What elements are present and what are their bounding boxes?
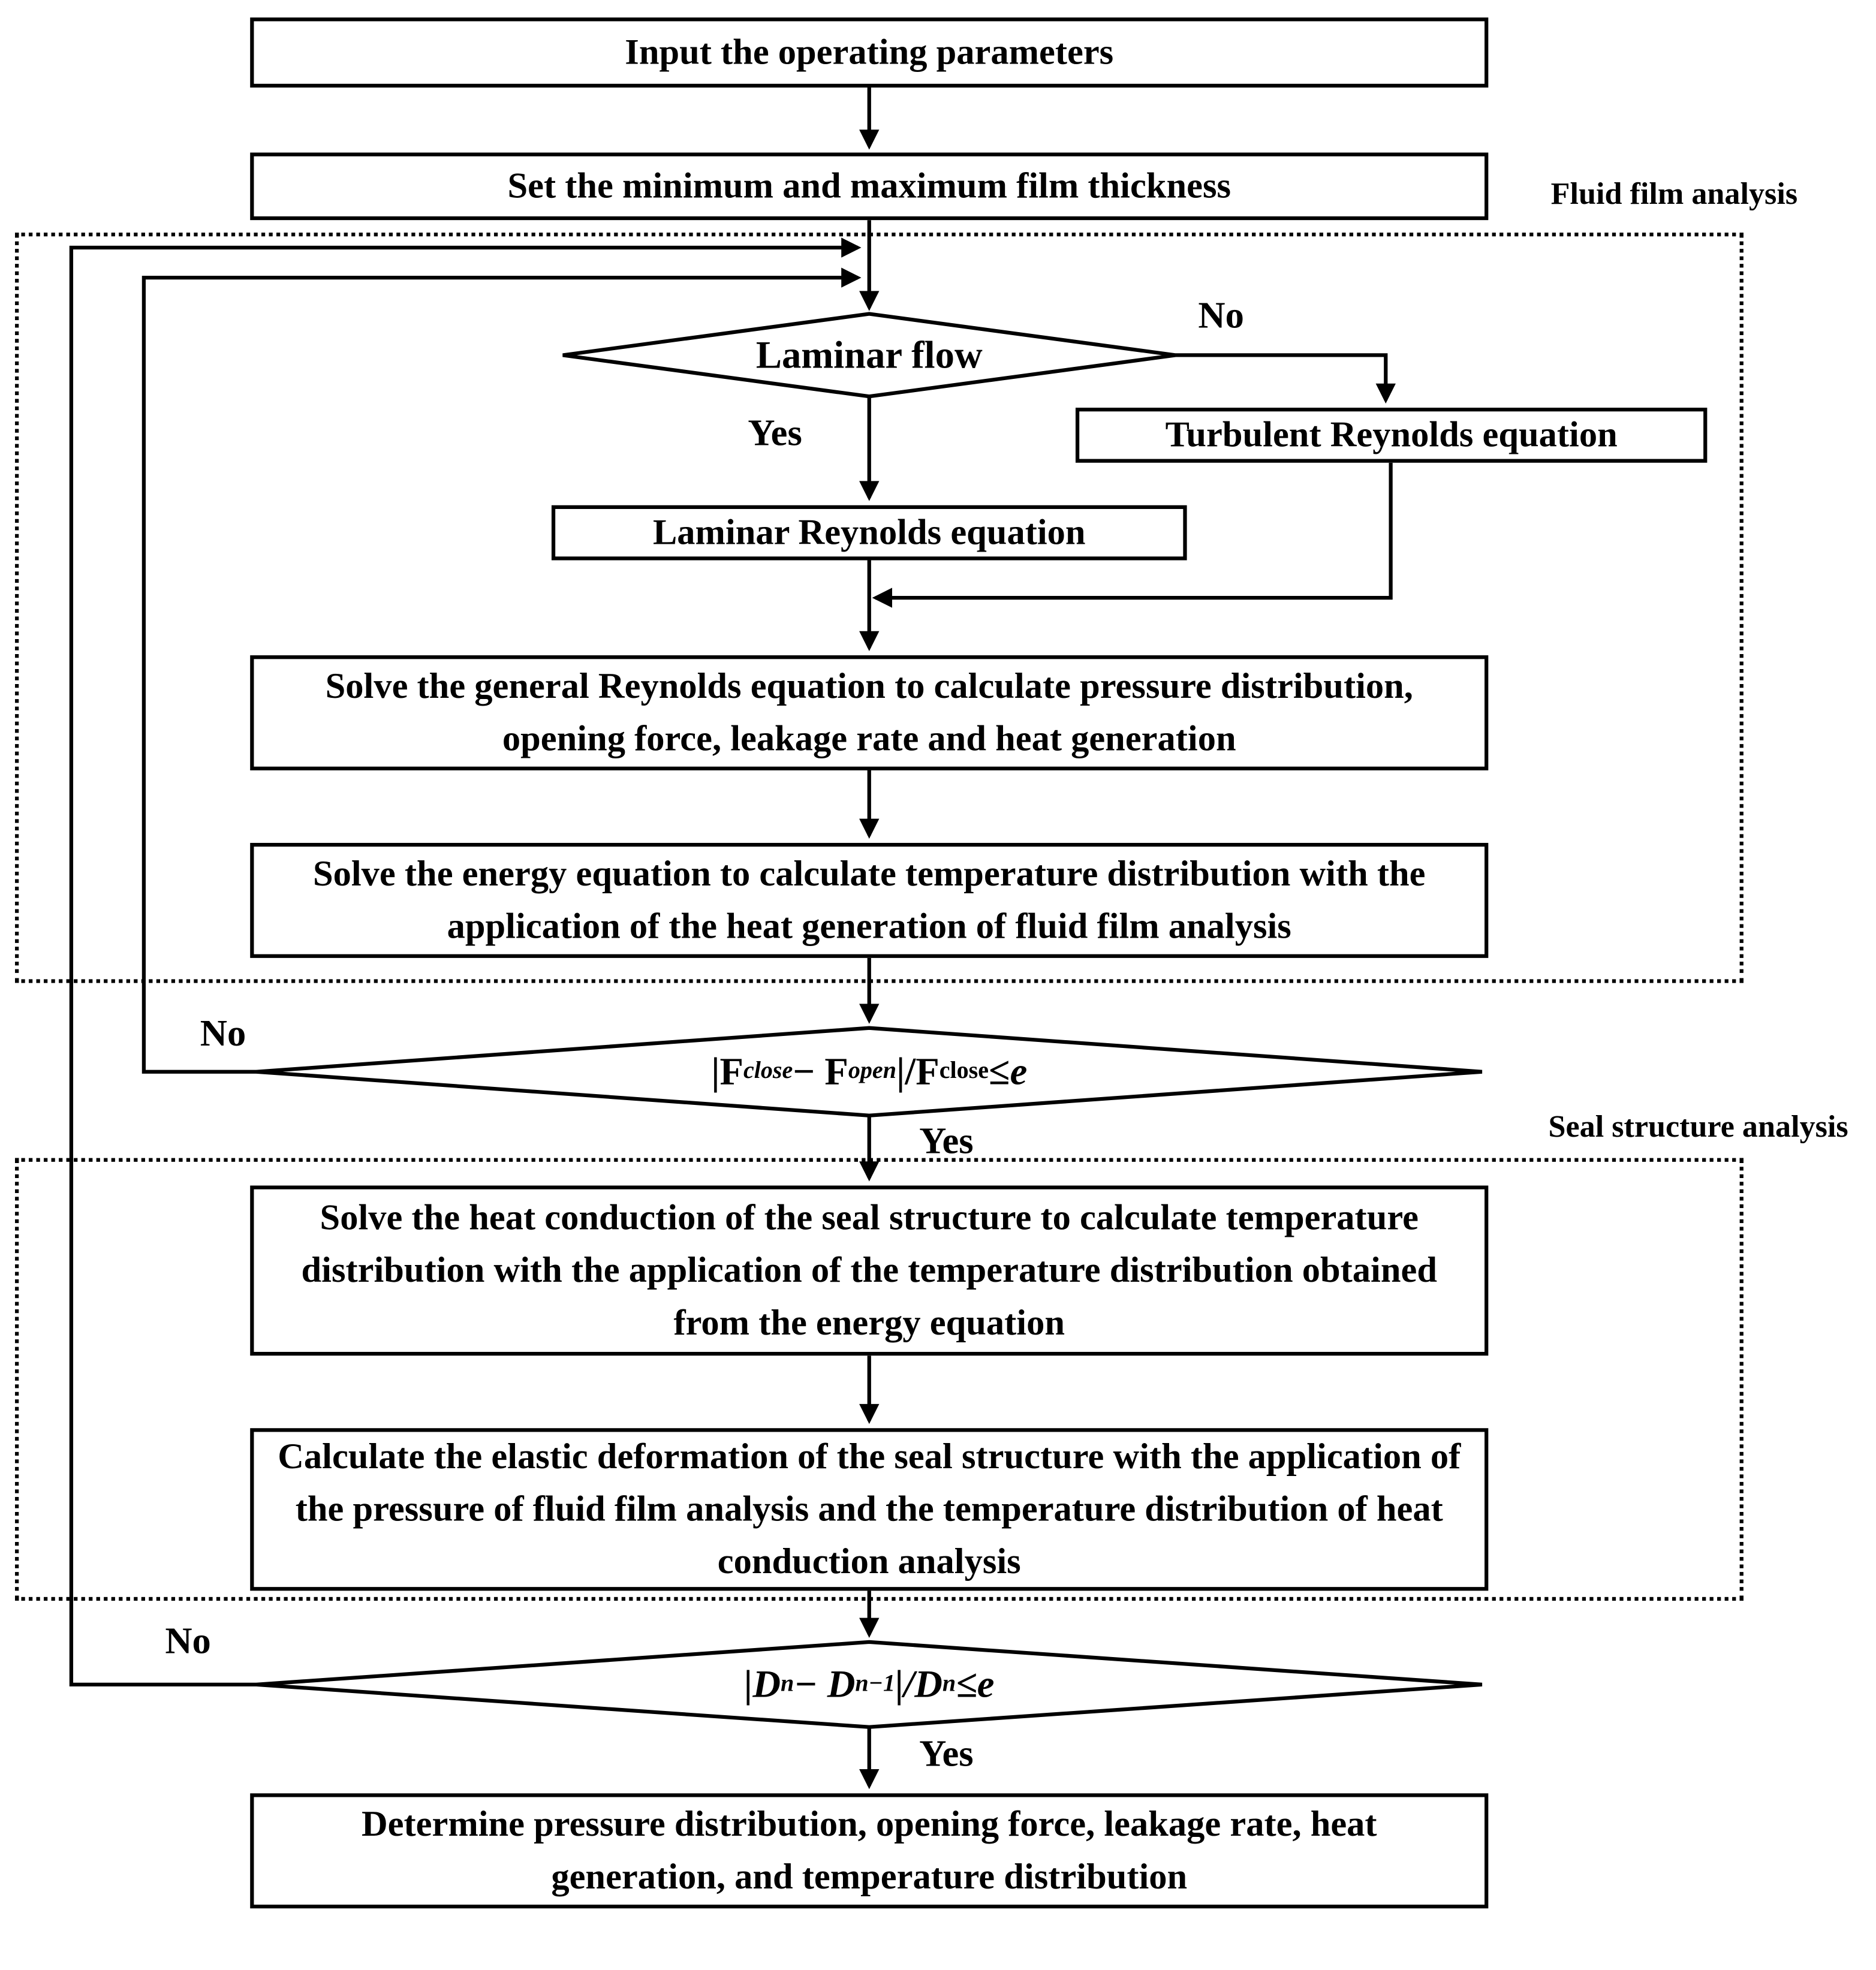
deform-cond-part: |/D: [895, 1662, 942, 1706]
decision-laminar-flow-text: Laminar flow: [755, 332, 983, 376]
force-cond-part: − F: [793, 1049, 848, 1094]
node-heat-conduction: [250, 1186, 1488, 1356]
deform-cond-sub: n: [781, 1670, 794, 1697]
decision-force-convergence-shape: [257, 1028, 1482, 1116]
branch-no-laminar: No: [1198, 295, 1244, 337]
node-turbulent-reynolds: [1076, 408, 1707, 463]
node-set-film-thickness: [250, 152, 1488, 220]
branch-yes-laminar: Yes: [748, 412, 802, 454]
force-cond-part: ≤: [989, 1049, 1010, 1094]
node-solve-general-reynolds-label: Solve the general Reynolds equation to calculate pressure distribution, opening force, leakage rate and heat generation: [325, 666, 1413, 760]
node-determine-results: [250, 1793, 1488, 1908]
deform-cond-part: − D: [794, 1662, 856, 1706]
node-input-parameters-label: Input the operating parameters: [625, 32, 1114, 73]
branch-yes-deformation: Yes: [919, 1733, 974, 1775]
deform-cond-part: |D: [744, 1662, 781, 1706]
region-fluid-film-label: Fluid film analysis: [1550, 177, 1798, 212]
node-solve-energy-equation: [250, 843, 1488, 958]
force-cond-sub: close: [743, 1058, 793, 1085]
deform-cond-epsilon: e: [977, 1662, 995, 1706]
branch-no-deformation: No: [165, 1620, 211, 1662]
node-solve-energy-equation-label: Solve the energy equation to calculate temperature distribution with the application of the heat generation of fluid film analysis: [312, 854, 1426, 947]
node-laminar-reynolds: [552, 505, 1187, 561]
force-cond-sub: open: [848, 1058, 897, 1085]
branch-yes-force: Yes: [919, 1120, 974, 1162]
node-elastic-deformation: [250, 1428, 1488, 1591]
node-turbulent-reynolds-label: Turbulent Reynolds equation: [1165, 415, 1618, 456]
deform-cond-part: ≤: [956, 1662, 977, 1706]
decision-deformation-convergence-shape: [257, 1642, 1482, 1727]
node-elastic-deformation-label: Calculate the elastic deformation of the seal structure with the application of the pressure of fluid film analysis and the temperature distribution of heat conduction analysis: [278, 1436, 1461, 1582]
branch-no-force: No: [200, 1013, 246, 1055]
node-laminar-reynolds-label: Laminar Reynolds equation: [652, 513, 1086, 553]
force-cond-part: |/F: [896, 1049, 939, 1094]
node-input-parameters: [250, 17, 1488, 88]
force-cond-epsilon: e: [1010, 1049, 1028, 1094]
node-set-film-thickness-label: Set the minimum and maximum film thickness: [507, 166, 1231, 207]
deform-cond-sub: n−1: [855, 1670, 895, 1697]
node-heat-conduction-label: Solve the heat conduction of the seal structure to calculate temperature distribution with the application of the temperature distribution obtained from the energy equation: [301, 1198, 1438, 1344]
force-cond-part: |F: [711, 1049, 743, 1094]
node-determine-results-label: Determine pressure distribution, opening force, leakage rate, heat generation, and temperature distribution: [361, 1805, 1377, 1897]
force-cond-sub: close: [939, 1058, 989, 1085]
node-solve-general-reynolds: [250, 655, 1488, 770]
region-seal-structure-label: Seal structure analysis: [1548, 1110, 1848, 1144]
deform-cond-sub: n: [942, 1670, 956, 1697]
